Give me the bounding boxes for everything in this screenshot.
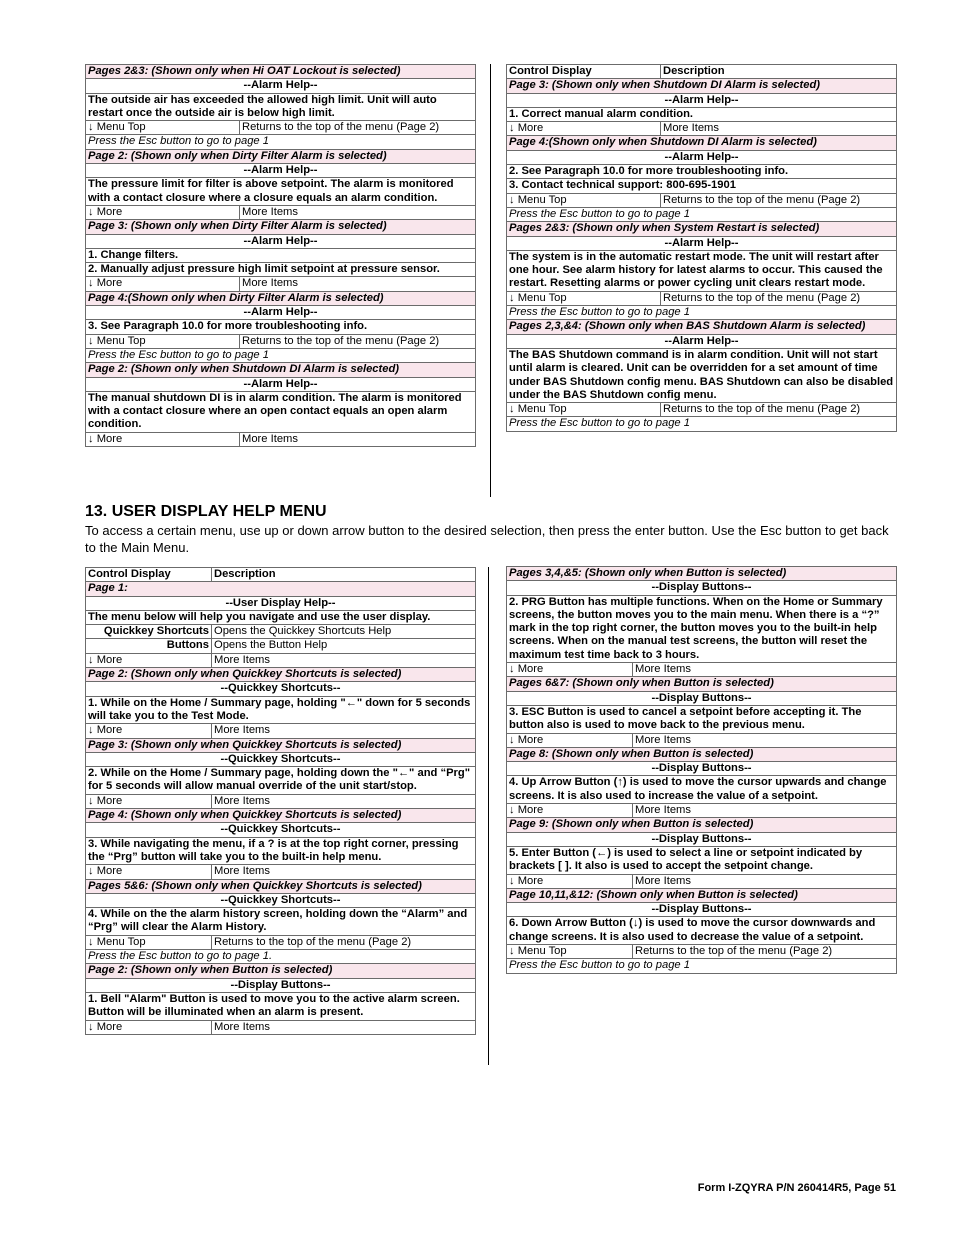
help-title-row [507, 691, 897, 705]
help-title-row [86, 377, 476, 391]
description-cell: Returns to the top of the menu (Page 2) [661, 291, 897, 305]
page-header-row [507, 222, 897, 236]
page-header-row [507, 320, 897, 334]
description-cell: More Items [212, 1020, 476, 1034]
help-text-row-cell: The menu below will help you navigate and use the user display. [86, 610, 476, 624]
help-text-row-cell: The pressure limit for filter is above setpoint. The alarm is monitored with a contact closure where a closure equals an alarm condition. [86, 178, 476, 206]
help-title-row [86, 978, 476, 992]
help-text-row [507, 595, 897, 662]
help-text-row [507, 107, 897, 121]
description-cell: More Items [212, 653, 476, 667]
page-header-row [507, 567, 897, 581]
page-footer: Form I-ZQYRA P/N 260414R5, Page 51 [697, 1182, 896, 1194]
help-text-row-cell: 1. Correct manual alarm condition. [507, 107, 897, 121]
menu-row [507, 122, 897, 136]
help-text-row-cell: 3. ESC Button is used to cancel a setpoint before accepting it. The button also is used to move back to the previous menu. [507, 705, 897, 733]
note-row-cell: Press the Esc button to go to page 1 [86, 348, 476, 362]
top-column-divider [490, 64, 491, 497]
menu-row [86, 625, 476, 639]
description-cell: Returns to the top of the menu (Page 2) [212, 935, 476, 949]
page-header-row-cell: Page 4:(Shown only when Dirty Filter Alarm is selected) [86, 291, 476, 305]
page-header-row-cell: Page 8: (Shown only when Button is selected) [507, 747, 897, 761]
bottom-left-table-area [85, 567, 476, 1035]
help-title-row-cell: --Display Buttons-- [507, 903, 897, 917]
bottom-column-divider [488, 567, 489, 1065]
help-text-row [507, 165, 897, 179]
help-title-row-cell: --Alarm Help-- [86, 306, 476, 320]
help-title-row-cell: --Quickkey Shortcuts-- [86, 893, 476, 907]
help-title-row-cell: --Quickkey Shortcuts-- [86, 682, 476, 696]
help-text-row [86, 391, 476, 432]
help-title-row [507, 903, 897, 917]
help-title-row [507, 334, 897, 348]
help-text-row [86, 837, 476, 865]
control-display-cell: ↓ Menu Top [86, 121, 240, 135]
description-cell: Returns to the top of the menu (Page 2) [240, 121, 476, 135]
menu-row [507, 945, 897, 959]
help-text-row-cell: 1. While on the Home / Summary page, holding "←" down for 5 seconds will take you to the Test Mode. [86, 696, 476, 724]
description-cell: More Items [240, 432, 476, 446]
help-title-row [86, 234, 476, 248]
help-text-row-cell: 1. Bell "Alarm" Button is used to move you to the active alarm screen. Button will be illuminated when an alarm is present. [86, 992, 476, 1020]
page-header-row [86, 220, 476, 234]
help-text-row [86, 178, 476, 206]
description-cell: More Items [240, 277, 476, 291]
note-row-cell: Press the Esc button to go to page 1 [507, 207, 897, 221]
note-row-cell: Press the Esc button to go to page 1 [507, 306, 897, 320]
control-display-cell: ↓ More [86, 277, 240, 291]
control-display-cell: ↓ More [86, 724, 212, 738]
help-text-row [86, 908, 476, 936]
help-title-row-cell: --Alarm Help-- [86, 164, 476, 178]
page-header-row [86, 149, 476, 163]
note-row-cell: Press the Esc button to go to page 1 [507, 417, 897, 431]
page-header-row [86, 363, 476, 377]
description-cell: More Items [212, 724, 476, 738]
help-title-row-cell: --Alarm Help-- [86, 234, 476, 248]
help-text-row-cell: The BAS Shutdown command is in alarm condition. Unit will not start until alarm is cleared. Unit can be overridden for a set amount of time under BAS Shutdown config menu. BAS Shutdown can also be disabled under the BAS Shutdown config menu. [507, 348, 897, 402]
control-display-cell: ↓ More [86, 1020, 212, 1034]
help-title-row [86, 752, 476, 766]
control-display-cell: ↓ More [507, 804, 633, 818]
control-display-cell: ↓ More [507, 663, 633, 677]
description-cell: Opens the Button Help [212, 639, 476, 653]
help-text-row-cell: The system is in the automatic restart mode. The unit will restart after one hour. See alarm history for latest alarms to occur. This caused the restart. Resetting alarms or power cycling unit clears restart mode. [507, 250, 897, 291]
column-header-row [86, 568, 476, 582]
note-row [507, 207, 897, 221]
help-text-row [507, 705, 897, 733]
help-title-row [86, 823, 476, 837]
note-row-cell: Press the Esc button to go to page 1. [86, 950, 476, 964]
help-text-row [507, 250, 897, 291]
description-cell: Returns to the top of the menu (Page 2) [633, 945, 897, 959]
help-title-row [507, 762, 897, 776]
page-header-row-cell: Page 2: (Shown only when Quickkey Shortcuts is selected) [86, 668, 476, 682]
help-title-row [86, 79, 476, 93]
menu-row [507, 804, 897, 818]
help-text-row-cell: 3. See Paragraph 10.0 for more troubleshooting info. [86, 320, 476, 334]
control-display-cell: ↓ More [86, 432, 240, 446]
description-cell: More Items [633, 733, 897, 747]
column-header: Control Display [507, 65, 661, 79]
help-text-row-cell: The manual shutdown DI is in alarm condition. The alarm is monitored with a contact closure where an open contact equals an open alarm condition. [86, 391, 476, 432]
note-row-cell: Press the Esc button to go to page 1 [86, 135, 476, 149]
control-display-cell: ↓ More [507, 874, 633, 888]
menu-row [86, 432, 476, 446]
help-title-row-cell: --Quickkey Shortcuts-- [86, 823, 476, 837]
page-header-row-cell: Pages 6&7: (Shown only when Button is selected) [507, 677, 897, 691]
menu-row [507, 874, 897, 888]
bottom-left-help-table [85, 567, 476, 1035]
help-text-row [507, 917, 897, 945]
page-header-row-cell: Pages 3,4,&5: (Shown only when Button is selected) [507, 567, 897, 581]
help-title-row-cell: --Quickkey Shortcuts-- [86, 752, 476, 766]
help-text-row [86, 263, 476, 277]
page-header-row-cell: Page 4:(Shown only when Shutdown DI Alarm is selected) [507, 136, 897, 150]
top-left-table-area [85, 64, 476, 447]
page-header-row-cell: Page 2: (Shown only when Dirty Filter Alarm is selected) [86, 149, 476, 163]
page-header-row [86, 809, 476, 823]
help-text-row [507, 776, 897, 804]
page-header-row [507, 136, 897, 150]
control-display-cell: Quickkey Shortcuts [86, 625, 212, 639]
menu-row [86, 653, 476, 667]
control-display-cell: ↓ Menu Top [507, 291, 661, 305]
page-header-row [86, 668, 476, 682]
help-title-row-cell: --Alarm Help-- [507, 93, 897, 107]
help-title-row [507, 93, 897, 107]
top-right-help-table [506, 64, 897, 432]
page-header-row-cell: Pages 2&3: (Shown only when Hi OAT Lockout is selected) [86, 65, 476, 79]
help-title-row [86, 682, 476, 696]
note-row [86, 950, 476, 964]
menu-row [86, 1020, 476, 1034]
column-header: Description [212, 568, 476, 582]
menu-row [86, 724, 476, 738]
description-cell: More Items [240, 205, 476, 219]
menu-row [86, 865, 476, 879]
help-text-row-cell: The outside air has exceeded the allowed high limit. Unit will auto restart once the outside air is below high limit. [86, 93, 476, 121]
help-text-row-cell: 2. See Paragraph 10.0 for more troubleshooting info. [507, 165, 897, 179]
help-text-row-cell: 6. Down Arrow Button (↓) is used to move the cursor downwards and change screens. It is also used to decrease the value of a setpoint. [507, 917, 897, 945]
menu-row [507, 193, 897, 207]
help-title-row [507, 236, 897, 250]
top-left-help-table [85, 64, 476, 447]
description-cell: Returns to the top of the menu (Page 2) [240, 334, 476, 348]
help-title-row [507, 832, 897, 846]
help-text-row [507, 348, 897, 402]
help-title-row-cell: --Display Buttons-- [507, 762, 897, 776]
description-cell: More Items [633, 804, 897, 818]
note-row [86, 348, 476, 362]
help-text-row-cell: 2. While on the Home / Summary page, holding down the "←" and “Prg" for 5 seconds will allow manual override of the unit start/stop. [86, 767, 476, 795]
page-header-row-cell: Pages 2&3: (Shown only when System Restart is selected) [507, 222, 897, 236]
control-display-cell: ↓ More [86, 865, 212, 879]
page-header-row [86, 738, 476, 752]
help-title-row-cell: --Display Buttons-- [86, 978, 476, 992]
help-title-row [86, 306, 476, 320]
help-text-row-cell: 2. Manually adjust pressure high limit setpoint at pressure sensor. [86, 263, 476, 277]
help-text-row [86, 320, 476, 334]
help-text-row-cell: 4. While on the the alarm history screen, holding down the “Alarm” and “Prg” will clear the Alarm History. [86, 908, 476, 936]
menu-row [507, 291, 897, 305]
help-title-row-cell: --Alarm Help-- [507, 236, 897, 250]
description-cell: More Items [633, 663, 897, 677]
page-header-row-cell: Page 10,11,&12: (Shown only when Button is selected) [507, 888, 897, 902]
control-display-cell: ↓ More [86, 653, 212, 667]
control-display-cell: ↓ Menu Top [507, 193, 661, 207]
page-header-row [86, 964, 476, 978]
control-display-cell: ↓ More [507, 733, 633, 747]
control-display-cell: ↓ More [86, 205, 240, 219]
note-row [507, 959, 897, 973]
section-heading: 13. USER DISPLAY HELP MENU [85, 503, 327, 520]
help-title-row-cell: --Alarm Help-- [86, 377, 476, 391]
help-text-row [86, 248, 476, 262]
menu-row [86, 205, 476, 219]
help-text-row [86, 610, 476, 624]
menu-row [86, 639, 476, 653]
menu-row [507, 733, 897, 747]
description-cell: More Items [212, 794, 476, 808]
note-row [507, 417, 897, 431]
help-text-row-cell: 5. Enter Button (←) is used to select a line or setpoint indicated by brackets [ ]. It also is used to accept the setpoint change. [507, 846, 897, 874]
page-header-row-cell: Page 4: (Shown only when Quickkey Shortcuts is selected) [86, 809, 476, 823]
help-title-row [86, 893, 476, 907]
description-cell: Returns to the top of the menu (Page 2) [661, 403, 897, 417]
menu-row [507, 663, 897, 677]
page-header-row [86, 582, 476, 596]
page-header-row [507, 818, 897, 832]
help-title-row-cell: --Alarm Help-- [507, 150, 897, 164]
help-text-row-cell: 3. While navigating the menu, if a ? is at the top right corner, pressing the “Prg” button will take you to the built-in help menu. [86, 837, 476, 865]
page-header-row-cell: Page 1: [86, 582, 476, 596]
menu-row [86, 277, 476, 291]
control-display-cell: ↓ More [507, 122, 661, 136]
page-header-row-cell: Page 2: (Shown only when Button is selected) [86, 964, 476, 978]
control-display-cell: ↓ Menu Top [86, 935, 212, 949]
control-display-cell: ↓ Menu Top [507, 945, 633, 959]
page-header-row [507, 677, 897, 691]
note-row-cell: Press the Esc button to go to page 1 [507, 959, 897, 973]
bottom-right-help-table [506, 566, 897, 974]
menu-row [86, 794, 476, 808]
help-text-row-cell: 3. Contact technical support: 800-695-1901 [507, 179, 897, 193]
description-cell: More Items [212, 865, 476, 879]
page-header-row [507, 79, 897, 93]
page-header-row-cell: Page 9: (Shown only when Button is selected) [507, 818, 897, 832]
column-header-row [507, 65, 897, 79]
help-text-row-cell: 4. Up Arrow Button (↑) is used to move the cursor upwards and change screens. It is also used to increase the value of a setpoint. [507, 776, 897, 804]
help-title-row-cell: --Display Buttons-- [507, 581, 897, 595]
menu-row [507, 403, 897, 417]
description-cell: Returns to the top of the menu (Page 2) [661, 193, 897, 207]
help-text-row-cell: 1. Change filters. [86, 248, 476, 262]
help-title-row-cell: --Display Buttons-- [507, 832, 897, 846]
control-display-cell: Buttons [86, 639, 212, 653]
page-header-row [507, 888, 897, 902]
page-header-row-cell: Pages 5&6: (Shown only when Quickkey Shortcuts is selected) [86, 879, 476, 893]
description-cell: Opens the Quickkey Shortcuts Help [212, 625, 476, 639]
help-title-row-cell: --Alarm Help-- [86, 79, 476, 93]
help-text-row [507, 179, 897, 193]
control-display-cell: ↓ More [86, 794, 212, 808]
page-header-row-cell: Page 2: (Shown only when Shutdown DI Alarm is selected) [86, 363, 476, 377]
page-header-row [86, 65, 476, 79]
help-text-row-cell: 2. PRG Button has multiple functions. When on the Home or Summary screens, the button moves you to the main menu. When there is a “?” mark in the top right corner, the button moves you to the built-in help screens. When on the manual test screens, the button will reset the maximum test time back to 3 hours. [507, 595, 897, 662]
page-header-row [507, 747, 897, 761]
menu-row [86, 334, 476, 348]
section-intro: To access a certain menu, use up or down arrow button to the desired selection, then press the enter button. Use the Esc button to get back to the Main Menu. [85, 523, 889, 555]
help-text-row [86, 992, 476, 1020]
page-header-row-cell: Page 3: (Shown only when Dirty Filter Alarm is selected) [86, 220, 476, 234]
help-title-row [86, 596, 476, 610]
page-header-row-cell: Pages 2,3,&4: (Shown only when BAS Shutdown Alarm is selected) [507, 320, 897, 334]
help-title-row-cell: --Alarm Help-- [507, 334, 897, 348]
top-right-table-area [506, 64, 897, 432]
menu-row [86, 935, 476, 949]
page-header-row [86, 291, 476, 305]
column-header: Description [661, 65, 897, 79]
help-title-row [507, 150, 897, 164]
help-text-row [86, 696, 476, 724]
control-display-cell: ↓ Menu Top [507, 403, 661, 417]
help-title-row-cell: --User Display Help-- [86, 596, 476, 610]
bottom-right-table-area [506, 566, 897, 974]
control-display-cell: ↓ Menu Top [86, 334, 240, 348]
help-title-row-cell: --Display Buttons-- [507, 691, 897, 705]
note-row [507, 306, 897, 320]
help-title-row [507, 581, 897, 595]
page-header-row-cell: Page 3: (Shown only when Shutdown DI Alarm is selected) [507, 79, 897, 93]
help-text-row [86, 767, 476, 795]
help-text-row [507, 846, 897, 874]
description-cell: More Items [661, 122, 897, 136]
menu-row [86, 121, 476, 135]
description-cell: More Items [633, 874, 897, 888]
note-row [86, 135, 476, 149]
help-title-row [86, 164, 476, 178]
column-header: Control Display [86, 568, 212, 582]
page-header-row-cell: Page 3: (Shown only when Quickkey Shortcuts is selected) [86, 738, 476, 752]
page-header-row [86, 879, 476, 893]
help-text-row [86, 93, 476, 121]
